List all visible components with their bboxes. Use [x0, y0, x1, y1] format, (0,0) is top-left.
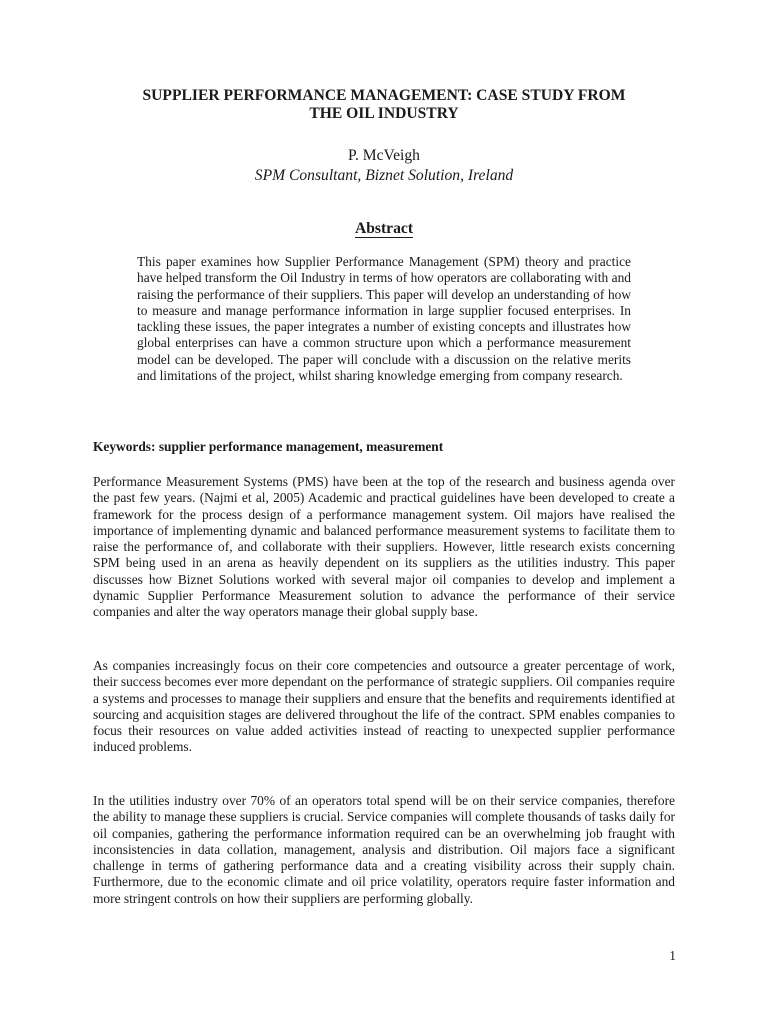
paper-title: [0, 87, 768, 123]
body-paragraph: As companies increasingly focus on their core competencies and outsource a greater percentage of work, their success becomes ever more dependant on the performance of strategic suppliers. Oil companies require a systems and processes to manage their suppliers and ensure that the benefits and requirements identified at sourcing and acquisition stages are delivered throughout the life of the contract. SPM enables companies to focus their resources on value added activities instead of reacting to unexpected supplier performance induced problems.: [93, 658, 675, 755]
abstract-heading: [0, 219, 768, 239]
title-line-1: SUPPLIER PERFORMANCE MANAGEMENT: CASE STUDY FROM: [142, 87, 626, 104]
body-paragraph: Performance Measurement Systems (PMS) have been at the top of the research and business agenda over the past few years. (Najmi et al, 2005) Academic and practical guidelines have been developed to create a framework for the process design of a performance management system. Oil majors have realised the importance of implementing dynamic and balanced performance measurement systems to facilitate them to raise the performance of, and collaborate with their suppliers. However, little research exists concerning SPM being used in an arena as heavily dependent on its suppliers as the utilities industry. This paper discusses how Biznet Solutions worked with several major oil companies to develop and implement a dynamic Supplier Performance Measurement solution to advance the performance of their service companies and alter the way operators manage their global supply base.: [93, 474, 675, 620]
page-number: 1: [669, 948, 676, 963]
abstract-text: This paper examines how Supplier Performance Management (SPM) theory and practice have helped transform the Oil Industry in terms of how operators are collaborating with and raising the performance of their suppliers. This paper will develop an understanding of how to measure and manage performance information in large supplier focused enterprises. In tackling these issues, the paper integrates a number of existing concepts and illustrates how global enterprises can have a common structure upon which a performance measurement model can be developed. The paper will conclude with a discussion on the relative merits and limitations of the project, whilst sharing knowledge emerging from company research.: [137, 254, 631, 384]
author-name: P. McVeigh: [348, 147, 420, 164]
title-line-2: THE OIL INDUSTRY: [309, 105, 459, 122]
keywords: Keywords: supplier performance management, measurement: [93, 439, 444, 454]
body-paragraph: In the utilities industry over 70% of an operators total spend will be on their service companies, therefore the ability to manage these suppliers is crucial. Service companies will complete thousands of tasks daily for oil companies, gathering the performance information required can be an overwhelming job fraught with inconsistencies in data collation, management, analysis and distribution. Oil majors face a significant challenge in terms of gathering performance data and a creating visibility across their supply chain. Furthermore, due to the economic climate and oil price volatility, operators require faster information and more stringent controls on how their suppliers are performing globally.: [93, 793, 675, 906]
author-affiliation: SPM Consultant, Biznet Solution, Ireland: [254, 167, 514, 184]
abstract-heading-text: Abstract: [354, 220, 414, 237]
